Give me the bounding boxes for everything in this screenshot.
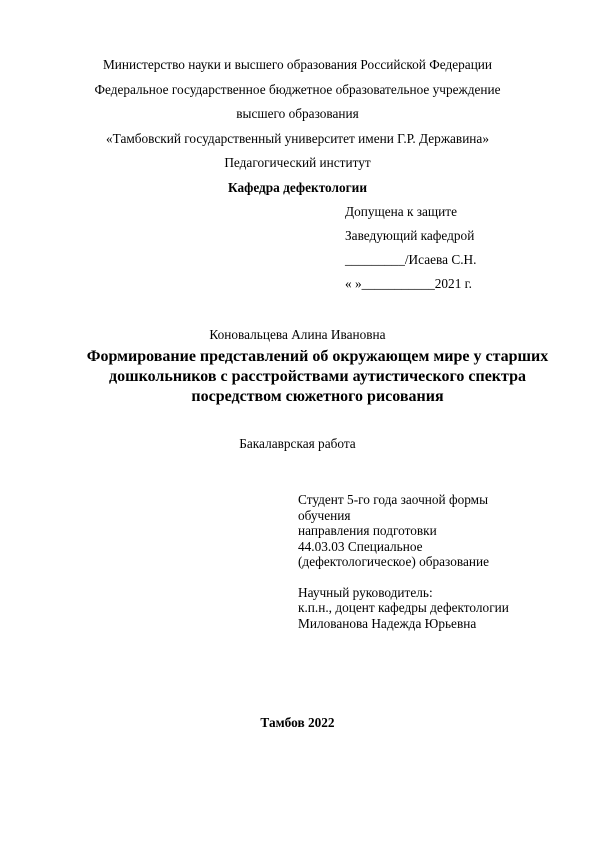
approval-admitted: Допущена к защите [345, 204, 457, 219]
city-year: Тамбов 2022 [260, 715, 335, 730]
work-type: Бакалаврская работа [239, 436, 356, 451]
ministry-line: Министерство науки и высшего образования Российской Федерации [102, 57, 493, 72]
approval-signature-line: _________/Исаева С.Н. [345, 252, 477, 267]
department-name: Кафедра дефектологии [228, 180, 367, 195]
student-info-line-3: направления подготовки [298, 523, 437, 538]
approval-date-line: « »___________2021 г. [345, 276, 472, 291]
institute-name: Педагогический институт [224, 155, 371, 170]
education-level-line: высшего образования [236, 106, 359, 121]
approval-head-title: Заведующий кафедрой [345, 228, 475, 243]
supervisor-position: к.п.н., доцент кафедры дефектологии [298, 600, 509, 615]
supervisor-name: Милованова Надежда Юрьевна [298, 615, 477, 631]
institution-type-line: Федеральное государственное бюджетное образовательное учреждение [94, 82, 501, 97]
student-info-line-4: 44.03.03 Специальное [298, 538, 423, 554]
supervisor-label: Научный руководитель: [298, 584, 433, 600]
author-name: Коновальцева Алина Ивановна [209, 327, 386, 342]
university-name: «Тамбовский государственный университет имени Г.Р. Державина» [106, 131, 489, 146]
thesis-title-line-3: посредством сюжетного рисования [191, 388, 444, 405]
student-info-line-5: (дефектологическое) образование [298, 554, 490, 569]
thesis-title-line-2: дошкольников с расстройствами аутистического спектра [109, 368, 526, 385]
student-info-line-1: Студент 5-го года заочной формы [298, 492, 489, 507]
thesis-title-line-1: Формирование представлений об окружающем мире у старших [86, 348, 549, 365]
student-info-line-2: обучения [298, 507, 351, 523]
thesis-title [40, 347, 595, 407]
student-info [298, 492, 509, 631]
